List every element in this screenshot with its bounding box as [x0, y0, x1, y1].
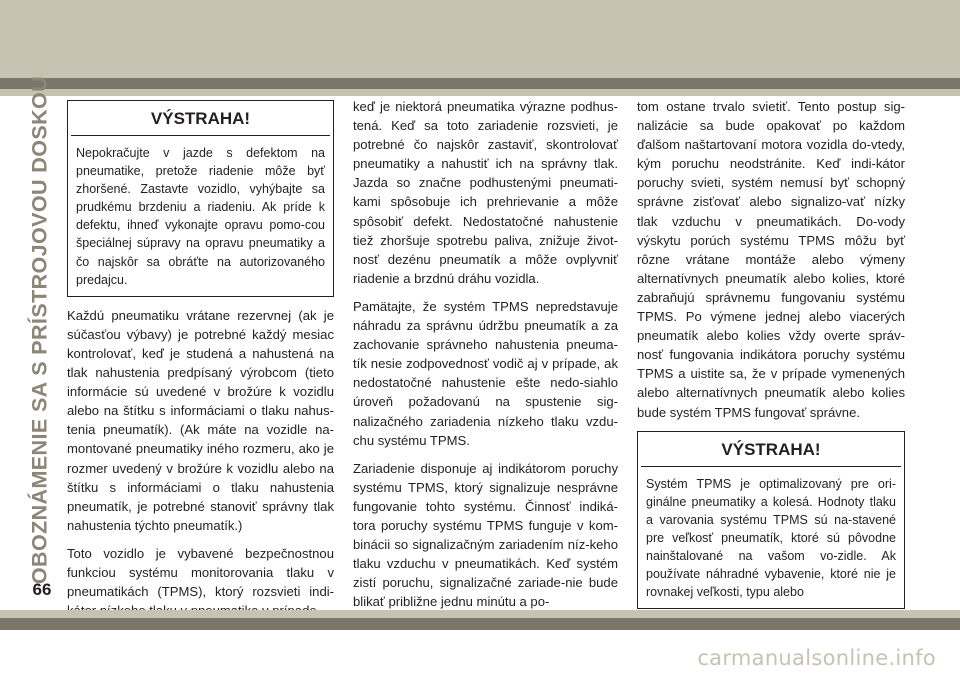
- warning-title: VÝSTRAHA!: [71, 101, 330, 136]
- page-number: 66: [32, 580, 52, 599]
- paragraph: keď je niektorá pneumatika výrazne podhus-tená. Keď sa toto zariadenie rozsvieti, je potrebné čo najskôr zastaviť, skontrolovať pneumatiky a nahustiť ich na správny tlak. Jazda so značne podhustenými pneumati-kami spôsobuje ich prehrievanie a môže spôsobiť defekt. Nedostatočné nahustenie tiež zhoršuje spotrebu paliva, znižuje život-nosť dezénu pneumatík a môže ovplyvniť riadenie a brzdnú dráhu vozidla.: [353, 99, 618, 286]
- header-stripe: [0, 78, 960, 89]
- paragraph: Pamätajte, že systém TPMS nepredstavuje náhradu za správnu údržbu pneumatík a za zachovanie správneho nahustenia pneuma-tík nesie zodpovednosť vodič aj v prípade, ak nedostatočné nahustenie ešte nedo-siahlo úroveň požadovanú na spustenie sig-nalizačného zariadenia nízkeho tlaku vzdu-chu systému TPMS.: [353, 298, 618, 448]
- warning-text: Systém TPMS je optimalizovaný pre ori-ginálne pneumatiky a kolesá. Hodnoty tlaku a varovania systému TPMS sú na-stavené pre veľkosť pneumatík, ktoré sú pôvodne nainštalované na vašom vo-zidle. Ak používate náhradné vybavenie, ktoré nie je rovnakej veľkosti, typu alebo: [646, 476, 896, 600]
- column-1: [67, 100, 334, 629]
- paragraph: Toto vozidlo je vybavené bezpečnostnou funkciou systému monitorovania tlaku v pneumatikách (TPMS), ktorý rozsvieti indi-: [67, 545, 334, 600]
- warning-box: [67, 100, 334, 297]
- column-3: [637, 97, 905, 618]
- paragraph: Každú pneumatiku vrátane rezervnej (ak je súčasťou výbavy) je potrebné každý mesiac kontrolovať, keď je studená a nahustená na tlak nahustenia predpísaný výrobcom (tieto informácie sú uvedené v brožúre k vozidlu alebo na štítku s informáciami o tlaku nahus-tenia pneumatík). (Ak máte na vozidle na-montované pneumatiky iného rozmeru, ako je rozmer uvedený v brožúre k vozidlu alebo na štítku s informáciami o tlaku nahustenia pneumatík, je potrebné stanoviť správny tlak nahustenia týchto pneumatík.): [67, 307, 334, 533]
- section-side-title: OBOZNÁMENIE SA S PRÍSTROJOVOU DOSKOU: [27, 75, 52, 585]
- warning-text: Nepokračujte v jazde s defektom na pneumatike, pretože riadenie môže byť zhoršené. Zastavte vozidlo, vyhýbajte sa prudkému brzdeniu a riadeniu. Ak príde k defektu, ihneď vykonajte opravu pomo-cou špeciálnej súpravy na opravu pneumatiky a čo najskôr sa obráťte na autorizovaného predajcu.: [76, 146, 325, 287]
- header-stripe-light: [0, 89, 960, 96]
- warning-title: VÝSTRAHA!: [641, 432, 901, 467]
- footer-stripe-light: [0, 610, 960, 618]
- paragraph: Zariadenie disponuje aj indikátorom poruchy systému TPMS, ktorý signalizuje nesprávne fungovanie tohto systému. Činnosť indiká-tora poruchy systému TPMS funguje v kom-binácii so signalizačným zariadením níz-keho tlaku vzduchu v pneumatikách. Keď systém zistí poruchu, signalizačné zariade-nie bude blikať približne jednu minútu a po-: [353, 460, 618, 610]
- paragraph: tom ostane trvalo svietiť. Tento postup sig-nalizácie sa bude opakovať po každom ďalšom naštartovaní motora vozidla do-vtedy, kým poruchu neodstránite. Keď indi-kátor poruchy svieti, systém nemusí byť schopný správne zisťovať alebo signalizo-vať nízky tlak vzduchu v pneumatikách. Do-vody výskytu porúch systému TPMS môžu byť rôzne vrátane montáže alebo výmeny alternatívnych pneumatík alebo kolies, ktoré zabraňujú správnemu fungovaniu systému TPMS. Po výmene jednej alebo viacerých pneumatík alebo kolies vždy overte správ-nosť fungovania indikátora poruchy systému TPMS a uistite sa, že v prípade vymenených alebo alternatívnych pneumatík alebo kolies bude systém TPMS fungovať správne.: [637, 99, 905, 420]
- header-band: [0, 0, 960, 78]
- footer-stripe: [0, 618, 960, 630]
- watermark: carmanualsonline.info: [697, 646, 936, 670]
- column-2: [353, 97, 618, 620]
- warning-box: [637, 431, 905, 610]
